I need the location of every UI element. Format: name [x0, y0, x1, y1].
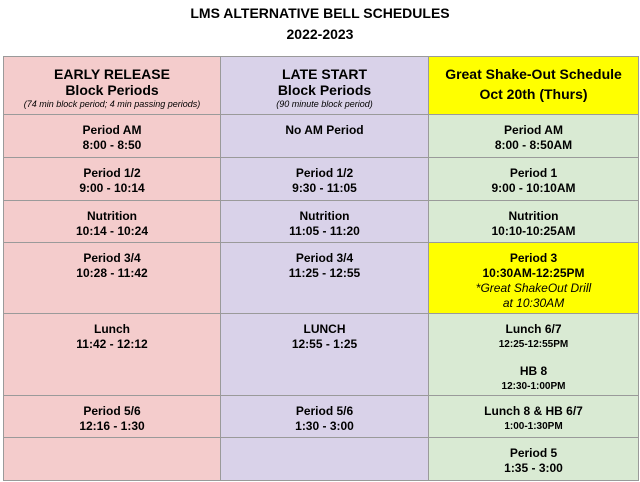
- cell-early-3: Nutrition 10:14 - 10:24: [4, 201, 221, 243]
- header-shakeout-date: Oct 20th (Thurs): [479, 86, 588, 102]
- cell-early-6: Period 5/6 12:16 - 1:30: [4, 396, 221, 438]
- table-row: [4, 314, 639, 396]
- cell-shakeout-4: Period 3 10:30AM-12:25PM *Great ShakeOut Drill at 10:30AM: [429, 243, 639, 314]
- cell-late-4: Period 3/4 11:25 - 12:55: [221, 243, 429, 314]
- header-late-start: [221, 57, 429, 115]
- cell-shakeout-1: Period AM 8:00 - 8:50AM: [429, 115, 639, 158]
- cell-shakeout-2: Period 1 9:00 - 10:10AM: [429, 158, 639, 201]
- table-row: [4, 243, 639, 314]
- header-late-subtitle: Block Periods: [277, 82, 372, 98]
- drill-time-note: at 10:30AM: [502, 296, 565, 310]
- cell-shakeout-3: Nutrition 10:10-10:25AM: [429, 201, 639, 243]
- header-early-subtitle: Block Periods: [65, 82, 159, 98]
- table-header-row: [4, 57, 639, 115]
- header-late-title: LATE START: [281, 66, 368, 82]
- cell-late-5: LUNCH 12:55 - 1:25: [221, 314, 429, 396]
- cell-shakeout-6: Lunch 8 & HB 6/7 1:00-1:30PM: [429, 396, 639, 438]
- header-early-title: EARLY RELEASE: [54, 66, 170, 82]
- cell-late-2: Period 1/2 9:30 - 11:05: [221, 158, 429, 201]
- table-row: [4, 158, 639, 201]
- header-late-note: (90 minute block period): [276, 99, 373, 109]
- cell-early-5: Lunch 11:42 - 12:12: [4, 314, 221, 396]
- bell-schedule-table: [3, 56, 639, 481]
- title-line-2: 2022-2023: [286, 26, 354, 42]
- cell-shakeout-7: Period 5 1:35 - 3:00: [429, 438, 639, 481]
- title-line-1: LMS ALTERNATIVE BELL SCHEDULES: [190, 5, 450, 21]
- cell-early-2: Period 1/2 9:00 - 10:14: [4, 158, 221, 201]
- cell-shakeout-5: Lunch 6/7 12:25-12:55PM HB 8 12:30-1:00PM: [429, 314, 639, 396]
- table-row: [4, 438, 639, 481]
- header-shakeout: [429, 57, 639, 115]
- table-row: [4, 115, 639, 158]
- cell-late-7: [221, 438, 429, 481]
- header-early-note: (74 min block period; 4 min passing periods): [23, 99, 201, 109]
- header-early-release: [4, 57, 221, 115]
- drill-note: *Great ShakeOut Drill: [475, 281, 592, 295]
- header-shakeout-title: Great Shake-Out Schedule: [445, 66, 622, 82]
- page-title: [0, 3, 640, 45]
- cell-early-1: Period AM 8:00 - 8:50: [4, 115, 221, 158]
- cell-early-4: Period 3/4 10:28 - 11:42: [4, 243, 221, 314]
- cell-late-6: Period 5/6 1:30 - 3:00: [221, 396, 429, 438]
- cell-early-7: [4, 438, 221, 481]
- cell-late-3: Nutrition 11:05 - 11:20: [221, 201, 429, 243]
- cell-late-1: No AM Period: [221, 115, 429, 158]
- table-row: [4, 396, 639, 438]
- table-row: [4, 201, 639, 243]
